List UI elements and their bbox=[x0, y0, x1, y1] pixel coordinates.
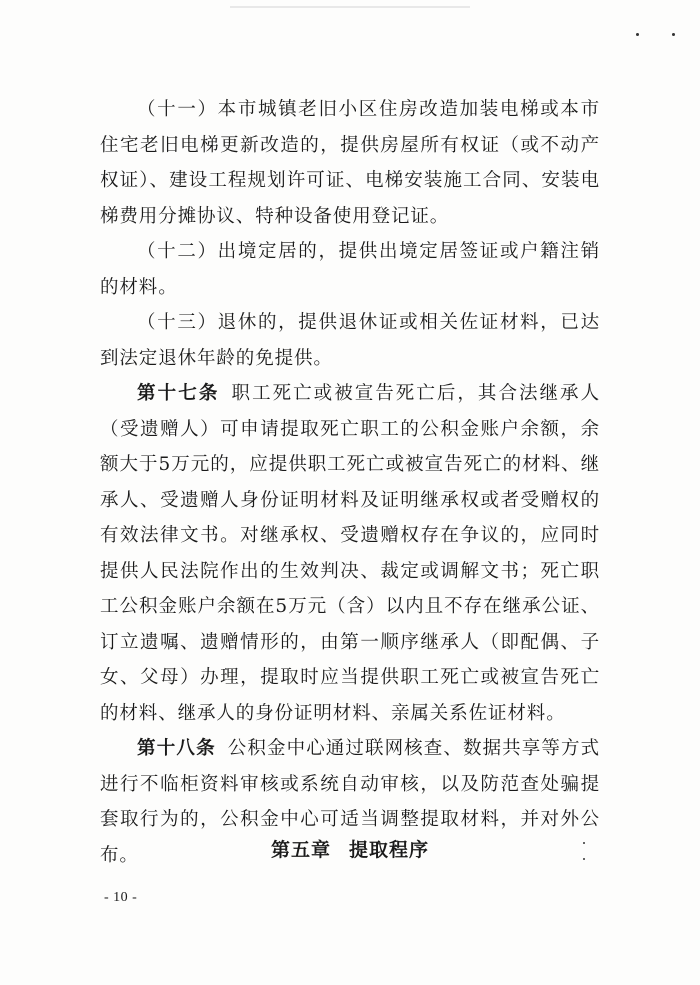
scan-speck bbox=[672, 33, 675, 36]
scan-artifact-line bbox=[230, 6, 470, 8]
article-title: 第十八条 bbox=[137, 738, 216, 759]
article-text: 公积金中心通过联网核查、数据共享等方式进行不临柜资料审核或系统自动审核，以及防范查处骗提套取行为的，公积金中心可适当调整提取材料，并对外公布。 bbox=[100, 738, 600, 866]
scan-speck bbox=[583, 858, 585, 860]
scan-speck bbox=[636, 33, 639, 36]
paragraph-item-13 bbox=[100, 305, 600, 376]
paragraph-text: （十二）出境定居的，提供出境定居签证或户籍注销的材料。 bbox=[100, 241, 600, 298]
chapter-number: 第五章 bbox=[270, 839, 331, 861]
chapter-heading bbox=[0, 835, 700, 862]
paragraph-text: （十三）退休的，提供退休证或相关佐证材料，已达到法定退休年龄的免提供。 bbox=[100, 312, 600, 369]
page-number: - 10 - bbox=[104, 890, 138, 905]
scan-speck bbox=[583, 842, 585, 844]
paragraph-item-11 bbox=[100, 92, 600, 234]
paragraph-text: （十一）本市城镇老旧小区住房改造加装电梯或本市住宅老旧电梯更新改造的，提供房屋所有权证（或不动产权证）、建设工程规划许可证、电梯安装施工合同、安装电梯费用分摊协议、特种设备使用登记证。 bbox=[100, 99, 600, 227]
chapter-title: 提取程序 bbox=[349, 839, 430, 861]
paragraph-item-12 bbox=[100, 234, 600, 305]
article-title: 第十七条 bbox=[137, 383, 220, 404]
article-text: 职工死亡或被宣告死亡后，其合法继承人（受遗赠人）可申请提取死亡职工的公积金账户余额，余额大于5万元的，应提供职工死亡或被宣告死亡的材料、继承人、受遗赠人身份证明材料及证明继承权或者受赠权的有效法律文书。对继承权、受遗赠权存在争议的，应同时提供人民法院作出的生效判决、裁定或调解文书；死亡职工公积金账户余额在5万元（含）以内且不存在继承公证、订立遗嘱、遗赠情形的，由第一顺序继承人（即配偶、子女、父母）办理，提取时应当提供职工死亡或被宣告死亡的材料、继承人的身份证明材料、亲属关系佐证材料。 bbox=[100, 383, 600, 724]
body-text bbox=[100, 92, 600, 873]
article-17 bbox=[100, 376, 600, 731]
